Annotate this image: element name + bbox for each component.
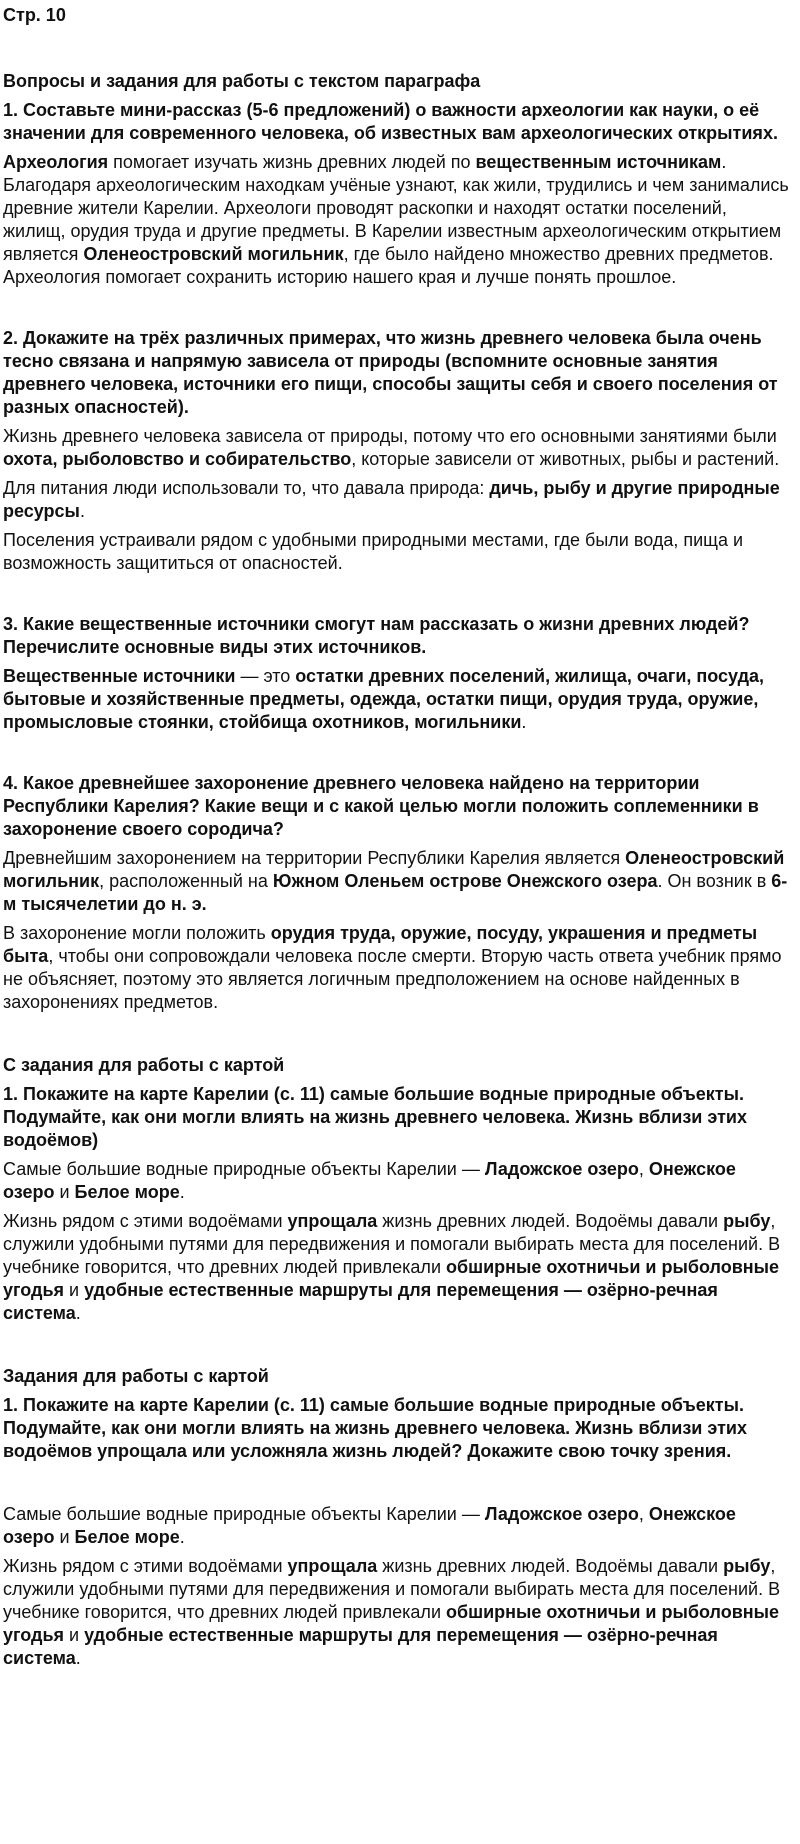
- bold-term: рыбу: [723, 1211, 771, 1231]
- text-run: .: [75, 1648, 81, 1668]
- bold-term: удобные естественные маршруты для перемещения — озёрно-речная система: [3, 1625, 718, 1668]
- text-run: — это: [235, 666, 296, 686]
- answer-2-paragraph-3: [3, 529, 790, 575]
- bold-term: охота, рыболовство и собирательство: [3, 449, 352, 469]
- bold-term: Оленеостровский могильник: [3, 848, 785, 891]
- text-run: .: [521, 712, 527, 732]
- text-run: .: [79, 501, 85, 521]
- text-run: В захоронение могли положить: [3, 923, 271, 943]
- bold-term: Онежское озеро: [3, 1159, 736, 1202]
- bold-term: Белое море: [74, 1182, 180, 1202]
- bold-term: обширные охотничьи и рыболовные угодья: [3, 1602, 780, 1645]
- text-run: , которые зависели от животных, рыбы и растений.: [351, 449, 780, 469]
- map-answer-paragraph-1: [3, 1503, 790, 1549]
- text-run: жизнь древних людей. Водоёмы давали: [377, 1556, 724, 1576]
- bold-term: Ладожское озеро: [484, 1159, 639, 1179]
- map-answer-paragraph-2: [3, 1555, 790, 1670]
- answer-4-paragraph-1: [3, 847, 790, 916]
- bold-term: Археология: [3, 152, 109, 172]
- answer-2-paragraph-1: [3, 425, 790, 471]
- bold-term: остатки древних поселений, жилища, очаги, посуда, бытовые и хозяйственные предметы, одежда, остатки пищи, орудия труда, оружие, промысловые стоянки, стойбища охотников, могильники: [3, 666, 765, 732]
- map-question-1: 1. Покажите на карте Карелии (с. 11) самые большие водные природные объекты. Подумайте, как они могли влиять на жизнь древнего человека. Жизнь вблизи этих водоёмов упрощала или усложняла жизнь людей? Докажите свою точку зрения.: [3, 1395, 747, 1461]
- bold-term: орудия труда, оружие, посуду, украшения и предметы быта: [3, 923, 758, 966]
- section-heading-text-tasks: Вопросы и задания для работы с текстом параграфа: [3, 71, 481, 91]
- text-run: и: [64, 1625, 85, 1645]
- question-1: 1. Составьте мини-рассказ (5-6 предложений) о важности археологии как науки, о её значении для современного человека, об известных вам археологических открытиях.: [3, 100, 778, 143]
- text-run: и: [54, 1182, 75, 1202]
- answer-2-paragraph-2: [3, 477, 790, 523]
- page-number: Стр. 10: [3, 5, 66, 25]
- bold-term: вещественным источникам: [475, 152, 722, 172]
- text-run: Жизнь рядом с этими водоёмами: [3, 1556, 288, 1576]
- text-run: ,: [638, 1159, 649, 1179]
- text-run: Для питания люди использовали то, что давала природа:: [3, 478, 490, 498]
- bold-term: упрощала: [287, 1556, 378, 1576]
- text-run: и: [64, 1280, 85, 1300]
- section-heading-map-tasks-draft: С задания для работы с картой: [3, 1055, 285, 1075]
- answer-1-paragraph: [3, 151, 790, 289]
- text-run: . Он возник в: [657, 871, 772, 891]
- text-run: Поселения устраивали рядом с удобными природными местами, где были вода, пища и возможность защититься от опасностей.: [3, 530, 744, 573]
- text-run: Жизнь древнего человека зависела от природы, потому что его основными занятиями были: [3, 426, 777, 446]
- map-answer-draft-paragraph-1: [3, 1158, 790, 1204]
- text-run: .: [75, 1303, 81, 1323]
- map-answer-draft-paragraph-2: [3, 1210, 790, 1325]
- text-run: , служили удобными путями для передвижения и помогали выбирать места для поселений. В учебнике говорится, что древних людей привлекали: [3, 1211, 781, 1277]
- text-run: ,: [638, 1504, 649, 1524]
- bold-term: Южном Оленьем острове Онежского озера: [272, 871, 658, 891]
- bold-term: 6-м тысячелетии до н. э.: [3, 871, 788, 914]
- bold-term: Ладожское озеро: [484, 1504, 639, 1524]
- text-run: жизнь древних людей. Водоёмы давали: [377, 1211, 724, 1231]
- bold-term: обширные охотничьи и рыболовные угодья: [3, 1257, 780, 1300]
- text-run: Самые большие водные природные объекты Карелии —: [3, 1159, 485, 1179]
- bold-term: упрощала: [287, 1211, 378, 1231]
- bold-term: Вещественные источники: [3, 666, 236, 686]
- question-2: 2. Докажите на трёх различных примерах, что жизнь древнего человека была очень тесно связана и напрямую зависела от природы (вспомните основные занятия древнего человека, источники его пищи, способы защиты себя и своего поселения от разных опасностей).: [3, 328, 778, 417]
- text-run: .: [179, 1182, 185, 1202]
- text-run: Жизнь рядом с этими водоёмами: [3, 1211, 288, 1231]
- bold-term: Онежское озеро: [3, 1504, 736, 1547]
- text-run: Самые большие водные природные объекты Карелии —: [3, 1504, 485, 1524]
- question-4: 4. Какое древнейшее захоронение древнего человека найдено на территории Республики Карелия? Какие вещи и с какой целью могли положить соплеменники в захоронение своего сородича?: [3, 773, 759, 839]
- text-run: . Благодаря археологическим находкам учёные узнают, как жили, трудились и чем занимались древние жители Карелии. Археологи проводят раскопки и находят остатки поселений, жилищ, орудия труда и другие предметы. В Карелии известным археологическим открытием является: [3, 152, 789, 264]
- text-run: , где было найдено множество древних предметов. Археология помогает сохранить историю нашего края и лучше понять прошлое.: [3, 244, 774, 287]
- text-run: и: [54, 1527, 75, 1547]
- bold-term: Оленеостровский могильник: [83, 244, 344, 264]
- text-run: помогает изучать жизнь древних людей по: [108, 152, 476, 172]
- bold-term: Белое море: [74, 1527, 180, 1547]
- bold-term: дичь, рыбу и другие природные ресурсы: [3, 478, 780, 521]
- question-3: 3. Какие вещественные источники смогут нам рассказать о жизни древних людей? Перечислите основные виды этих источников.: [3, 614, 750, 657]
- answer-3-paragraph: [3, 665, 790, 734]
- text-run: Древнейшим захоронением на территории Республики Карелия является: [3, 848, 626, 868]
- text-run: , чтобы они сопровождали человека после смерти. Вторую часть ответа учебник прямо не объясняет, поэтому это является логичным предположением на основе найденных в захоронениях предметов.: [3, 946, 782, 1012]
- bold-term: рыбу: [723, 1556, 771, 1576]
- text-run: , расположенный на: [99, 871, 273, 891]
- answer-4-paragraph-2: [3, 922, 790, 1014]
- map-question-1-draft: 1. Покажите на карте Карелии (с. 11) самые большие водные природные объекты. Подумайте, как они могли влиять на жизнь древнего человека. Жизнь вблизи этих водоёмов): [3, 1084, 747, 1150]
- text-run: , служили удобными путями для передвижения и помогали выбирать места для поселений. В учебнике говорится, что древних людей привлекали: [3, 1556, 781, 1622]
- text-run: .: [179, 1527, 185, 1547]
- section-heading-map-tasks: Задания для работы с картой: [3, 1366, 269, 1386]
- bold-term: удобные естественные маршруты для перемещения — озёрно-речная система: [3, 1280, 718, 1323]
